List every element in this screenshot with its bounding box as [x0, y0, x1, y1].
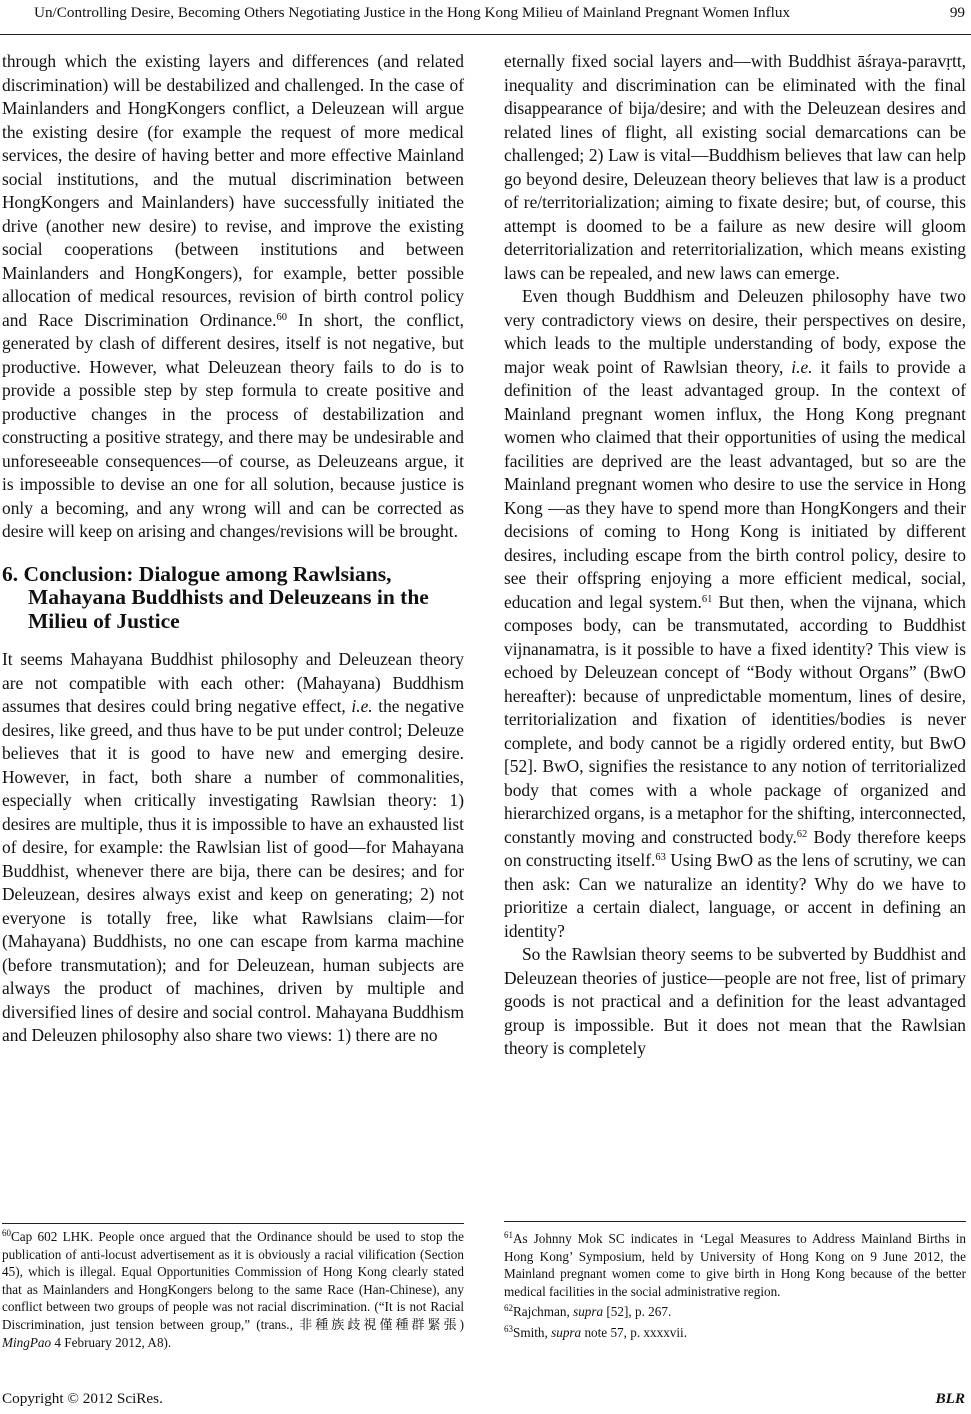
footnote-ref-63: 63 [655, 852, 666, 863]
footnote-text: Rajchman, [513, 1304, 574, 1320]
italic-ie: i.e. [351, 696, 373, 716]
footnote-number: 60 [2, 1228, 11, 1238]
running-title: Un/Controlling Desire, Becoming Others Negotiating Justice in the Hong Kong Milieu of Mainland Pregnant Women Influx [34, 4, 791, 21]
footnote-text: Cap 602 LHK. People once argued that the Ordinance should be used to stop the publication of anti-locust advertisement as it is obviously a racial vilification (Section 45), which is illegal. Equal Opportunities Commission of Hong Kong clearly stated that as Mainlanders and HongKongers belong to the same Race (Han-Chinese), any conflict between two groups of people was not racial discrimination. (“It is not Racial Discrimination, just tension between group,” (trans., 非種族歧視僅種群緊張) [2, 1229, 464, 1332]
paragraph-text: Even though Buddhism and Deleuzen philosophy have two very contradictory views on desire, their perspectives on desire, which leads to the multiple understanding of body, expose the major weak point of Rawlsian theory, [504, 286, 966, 377]
page-number: 99 [949, 4, 965, 21]
footnote-ref-60: 60 [276, 311, 287, 323]
italic-ie: i.e. [791, 356, 813, 377]
footnote-rule [2, 1223, 464, 1224]
paragraph-continuation [2, 50, 464, 544]
copyright-notice: Copyright © 2012 SciRes. [2, 1390, 163, 1407]
paragraph-text: Using BwO as the lens of scrutiny, we can then ask: Can we naturalize an identity? Why do we have to prioritize a certain dialect, language, or accent in defining an identity? [504, 850, 966, 941]
footnote-text: note 57, p. xxxxvii. [581, 1324, 688, 1340]
footnote-63 [504, 1324, 966, 1342]
footnote-source: MingPao [2, 1334, 52, 1350]
paragraph-rawlsian: So the Rawlsian theory seems to be subverted by Buddhist and Deleuzean theories of justice—people are not free, list of primary goods is not practical and a definition for the least advantaged group is impossible. But it does not mean that the Rawlsian theory is completely [504, 944, 966, 1058]
footnotes-left [2, 1223, 464, 1351]
footnote-supra: supra [551, 1324, 582, 1340]
footnote-ref-61: 61 [701, 593, 713, 605]
section-heading: 6. Conclusion: Dialogue among Rawlsians, Mahayana Buddhists and Deleuzeans in the Milieu of Justice [2, 561, 429, 633]
paragraph-continuation: eternally fixed social layers and—with Buddhist āśraya-paravṛtt, inequality and discrimination can be eliminated with the final disappearance of bija/desire; and with the Deleuzean desires and related lines of flight, all existing social demarcations can be challenged; 2) Law is vital—Buddhism believes that law can help go beyond desire, Deleuzean theory believes that law is a product of re/territorialization; aiming to fixate desire; but, of course, this attempt is doomed to be a failure as new desire will gloom deterritorialization and reterritorialization, which means existing laws can be repealed, and new laws can emerge. [504, 51, 966, 283]
paragraph-text: through which the existing layers and differences (and related discrimination) will be destabilized and challenged. In the case of Mainlanders and HongKongers conflict, a Deleuzean will argue the existing desire (for example the request of more medical services, the desire of having better and more effective Mainland social institutions, and the mutual discrimination between HongKongers and Mainlanders) have successfully initiated the drive (another new desire) to revise, and improve the existing social cooperations (between institutions and between Mainlanders and HongKongers), for example, better possible allocation of medical resources, revision of birth control policy and Race Discrimination Ordinance. [2, 51, 464, 330]
footnote-text: As Johnny Mok SC indicates in ‘Legal Measures to Address Mainland Births in Hong Kong’ Symposium, held by University of Hong Kong on 9 June 2012, the Mainland pregnant women come to give birth in Hong Kong because of the better medical facilities in the social administrative region. [504, 1231, 966, 1299]
paragraph-text: But then, when the vijnana, which composes body, can be transmutated, according to Buddhist vijnanamatra, is it possible to have a fixed identity? This view is echoed by Deleuzean concept of “Body without Organs” (BwO hereafter): because of unpredictable momentum, lines of desire, territorialization and fixation of identities/bodies is never complete, and body cannot be a rigidly ordered entity, but BwO [52]. BwO, signifies the resistance to any notion of territorialized body that comes with a whole package of organized and hierarchized organs, is a metaphor for the shifting, interconnected, constantly moving and constructed body. [504, 591, 966, 847]
right-column [504, 50, 966, 1061]
footnote-61 [504, 1230, 966, 1300]
footnote-62 [504, 1303, 966, 1321]
paragraph-text: the negative desires, like greed, and thus have to be put under control; Deleuze believes that it is good to have new and emerging desire. However, in fact, both share a number of commonalities, especially when critically investigating Rawlsian theory: 1) desires are multiple, thus it is impossible to have an exhausted list of desire, for example: the Rawlsian list of good—for Mahayana Buddhist, whenever there are bija, there can be desires; and for Deleuzean, desires always exist and keep on generating; 2) not everyone is totally free, like what Rawlsians claim—for (Mahayana) Buddhists, no one can escape from karma machine (before transmutation); and for Deleuzean, human subjects are always the product of machines, driven by multiple and diversified lines of desire and social control. Mahayana Buddhism and Deleuzen philosophy also share two views: 1) there are no [2, 696, 464, 1045]
paragraph-text: It seems Mahayana Buddhist philosophy and Deleuzean theory are not compatible with each other: (Mahayana) Buddhism assumes that desires could bring negative effect, [2, 649, 464, 716]
paragraph-body-desire [504, 285, 966, 943]
header-rule [0, 34, 971, 35]
paragraph-text: Body therefore keeps on constructing itself. [504, 826, 967, 870]
paragraph-text: In short, the conflict, generated by clash of different desires, itself is not negative, but productive. However, what Deleuzean theory fails to do is to provide a possible step by step formula to create positive and productive changes in the process of destabilization and constructing a positive strategy, and there may be undesirable and unforeseeable consequences—of course, as Deleuzeans argue, it is impossible to devise an one for all solution, because justice is only a becoming, and any wrong will and can be corrected as desire will keep on arising and changes/revisions will be brought. [2, 309, 464, 541]
footnote-number: 63 [504, 1323, 513, 1334]
footnote-supra: supra [573, 1304, 604, 1320]
paragraph-text: it fails to provide a definition of the least advantaged group. In the context of Mainland pregnant women influx, the Hong Kong pregnant women who claimed that their opportunities of using the medical facilities are deprived are the least advantaged, but so are the Mainland pregnant women who desire to use the service in Hong Kong —as they have to spend more than HongKongers and their decisions of coming to Hong Kong is initiated by different desires, including escape from the birth control policy, desire to see their offspring enjoying a more efficient medical, social, education and legal system. [504, 356, 966, 612]
footnote-text: [52], p. 267. [603, 1304, 672, 1320]
footnotes-right [504, 1221, 966, 1342]
footnote-number: 62 [504, 1303, 513, 1314]
footnote-60 [2, 1228, 464, 1351]
footnote-text: Smith, [513, 1324, 552, 1340]
left-column [2, 50, 464, 1048]
footnote-rule [504, 1221, 966, 1222]
footnote-number: 61 [504, 1230, 513, 1240]
paragraph-conclusion [2, 648, 464, 1048]
footnote-text: 4 February 2012, A8). [51, 1334, 172, 1350]
footnote-ref-62: 62 [796, 828, 808, 840]
journal-abbrev: BLR [935, 1390, 965, 1407]
